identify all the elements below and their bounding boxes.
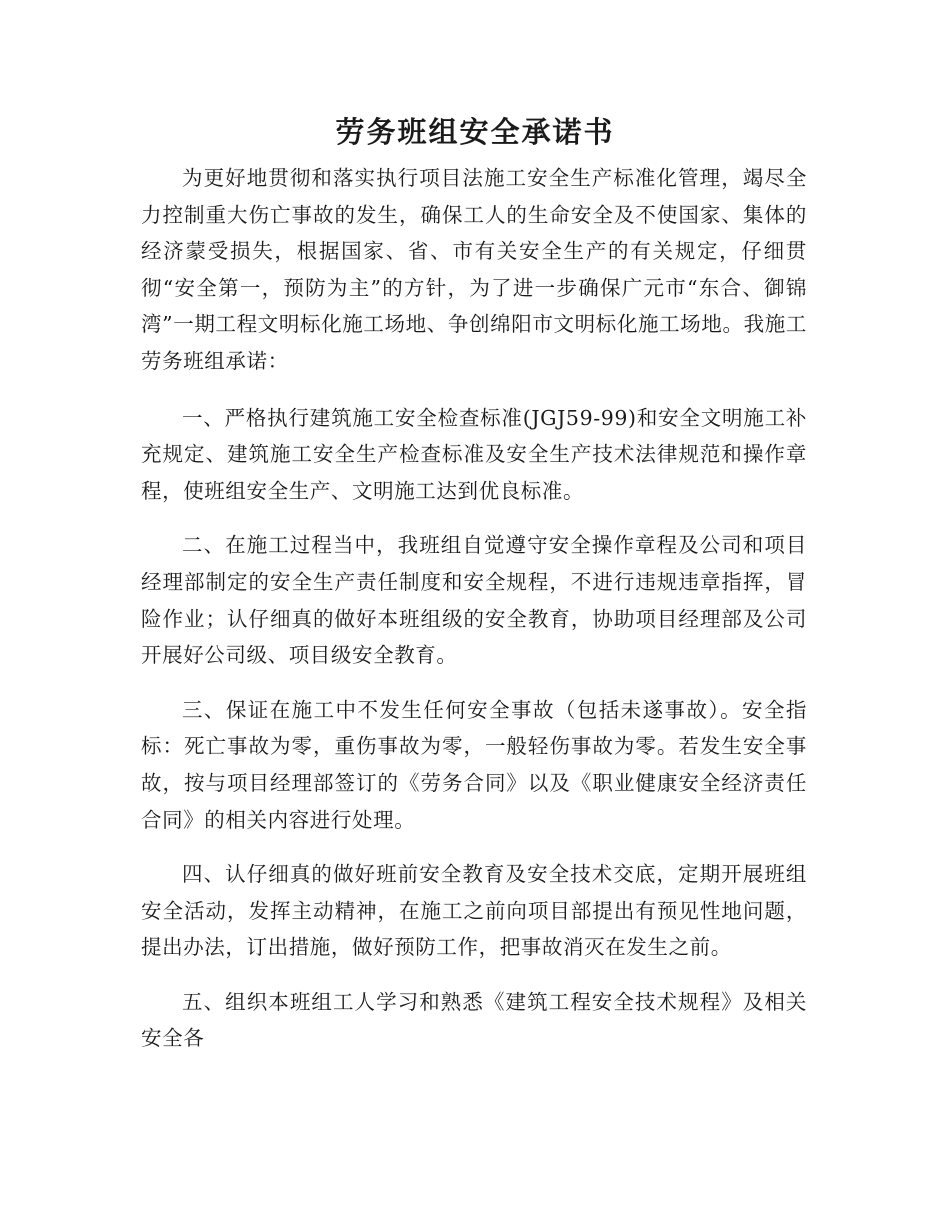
intro-paragraph: 为更好地贯彻和落实执行项目法施工安全生产标准化管理，竭尽全力控制重大伤亡事故的发生，确保工人的生命安全及不使国家、集体的经济蒙受损失，根据国家、省、市有关安全生产的有关规定，仔细贯彻“安全第一，预防为主”的方针，为了进一步确保广元市“东合、御锦湾”一期工程文明标化施工场地、争创绵阳市文明标化施工场地。我施工劳务班组承诺： (141, 166, 807, 373)
document-body (141, 160, 807, 1075)
clause-paragraph-3: 三、保证在施工中不发生任何安全事故（包括未遂事故）。安全指标：死亡事故为零，重伤事故为零，一般轻伤事故为零。若发生安全事故，按与项目经理部签订的《劳务合同》以及《职业健康安全经济责任合同》的相关内容进行处理。 (141, 697, 807, 832)
document-title: 劳务班组安全承诺书 (335, 115, 615, 149)
clause-paragraph-2: 二、在施工过程当中，我班组自觉遵守安全操作章程及公司和项目经理部制定的安全生产责任制度和安全规程，不进行违规违章指挥，冒险作业；认仔细真的做好本班组级的安全教育，协助项目经理部及公司开展好公司级、项目级安全教育。 (141, 533, 807, 668)
clause-paragraph-1: 一、严格执行建筑施工安全检查标准(JGJ59-99)和安全文明施工补充规定、建筑施工安全生产检查标准及安全生产技术法律规范和操作章程，使班组安全生产、文明施工达到优良标准。 (141, 405, 807, 503)
clause-paragraph-4: 四、认仔细真的做好班前安全教育及安全技术交底，定期开展班组安全活动，发挥主动精神，在施工之前向项目部提出有预见性地问题，提出办法，订出措施，做好预防工作，把事故消灭在发生之前。 (141, 862, 807, 960)
clause-paragraph-5: 五、组织本班组工人学习和熟悉《建筑工程安全技术规程》及相关安全各 (141, 989, 807, 1051)
